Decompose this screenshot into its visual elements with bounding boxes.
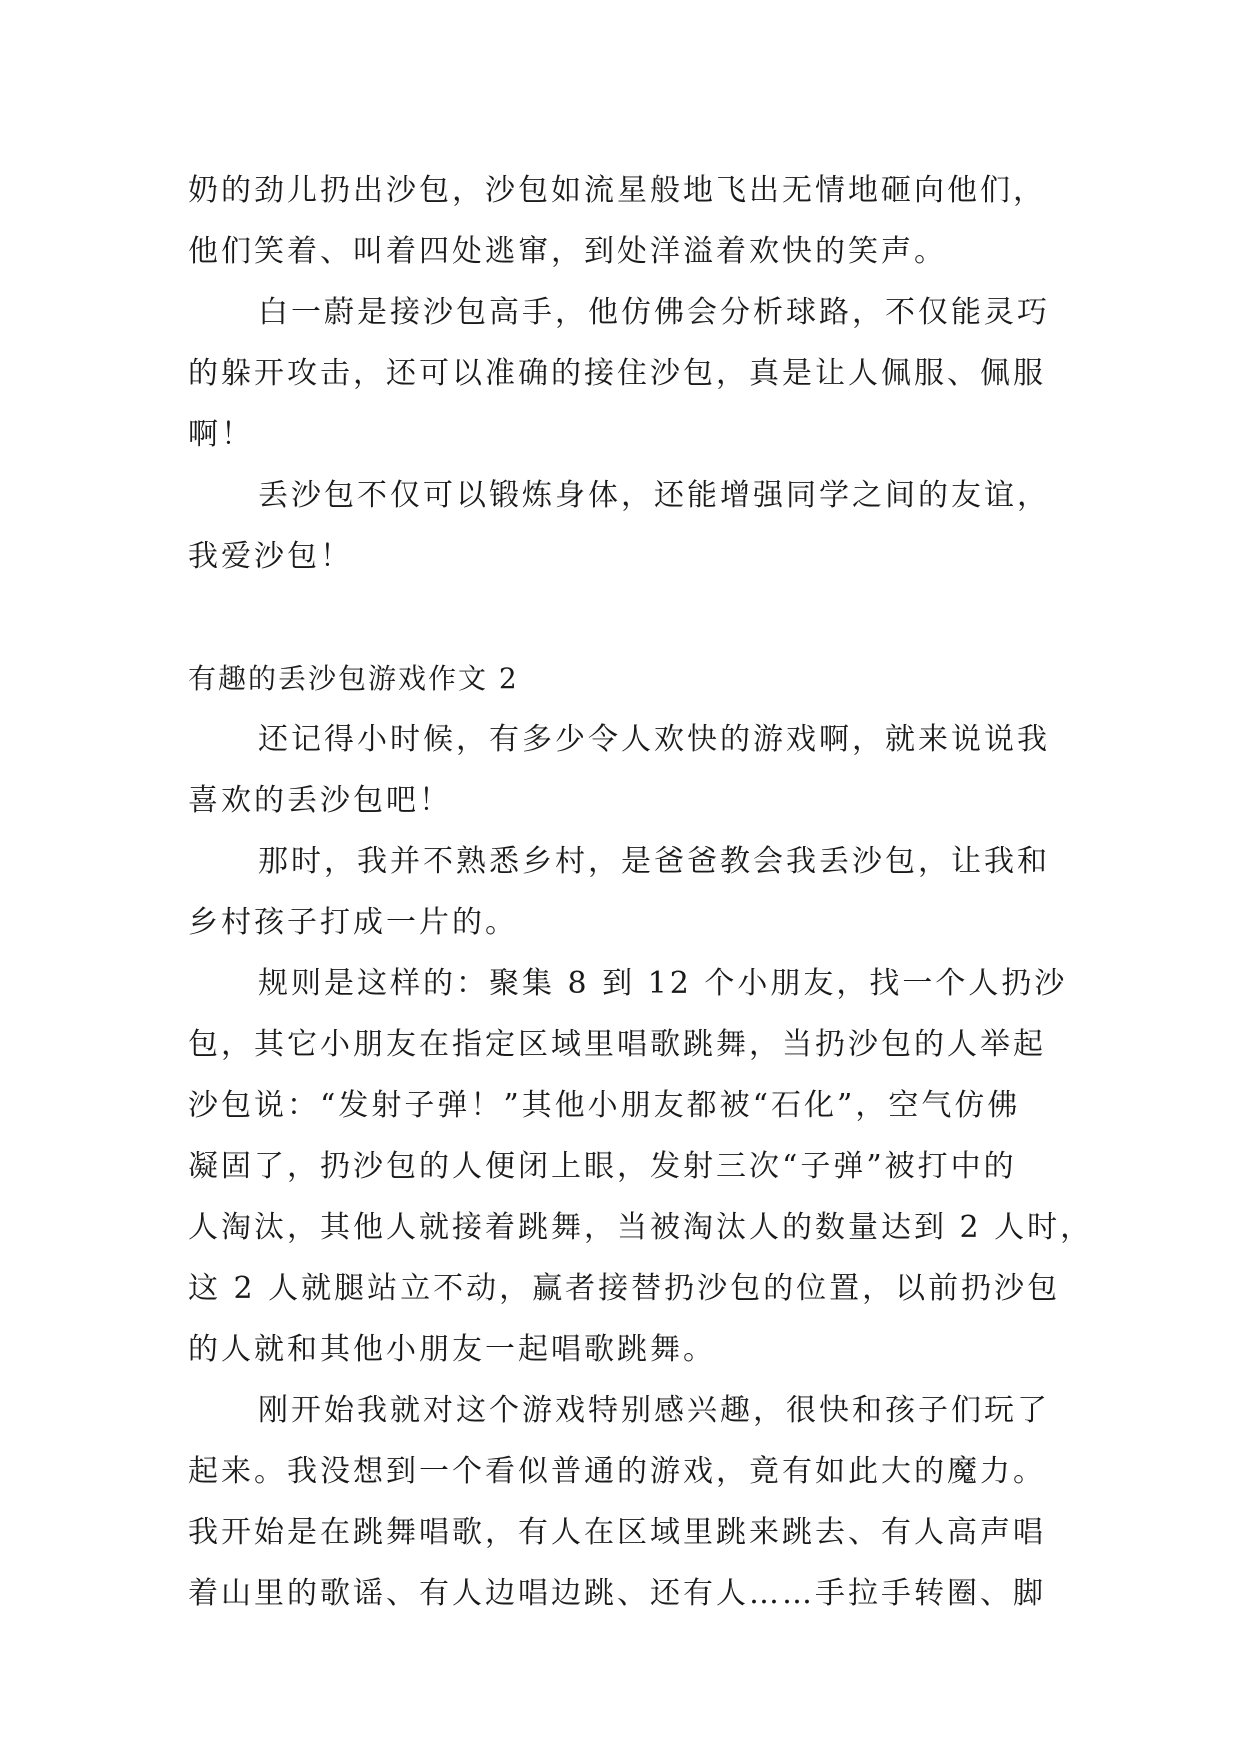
text-line: 喜欢的丢沙包吧！ [188, 783, 452, 818]
text-line: 我爱沙包！ [188, 539, 353, 574]
paragraph-first-line: 规则是这样的：聚集 8 到 12 个小朋友，找一个人扔沙 [258, 966, 1068, 1001]
paragraph-first-line: 刚开始我就对这个游戏特别感兴趣，很快和孩子们玩了 [258, 1393, 1050, 1428]
section-gap [188, 587, 1068, 648]
text-line: 他们笑着、叫着四处逃窜，到处洋溢着欢快的笑声。 [188, 234, 947, 269]
document-page [188, 160, 1094, 1624]
paragraph-first-line: 还记得小时候，有多少令人欢快的游戏啊，就来说说我 [258, 722, 1050, 757]
text-line: 我开始是在跳舞唱歌，有人在区域里跳来跳去、有人高声唱 [188, 1515, 1046, 1550]
text-line: 人淘汰，其他人就接着跳舞，当被淘汰人的数量达到 2 人时， [188, 1210, 1094, 1245]
text-line: 的躲开攻击，还可以准确的接住沙包，真是让人佩服、佩服 [188, 356, 1046, 391]
text-line: 沙包说：“发射子弹！”其他小朋友都被“石化”，空气仿佛 [188, 1088, 1021, 1123]
text-line: 包，其它小朋友在指定区域里唱歌跳舞，当扔沙包的人举起 [188, 1027, 1046, 1062]
text-line: 着山里的歌谣、有人边唱边跳、还有人……手拉手转圈、脚 [188, 1576, 1046, 1611]
paragraph-first-line: 那时，我并不熟悉乡村，是爸爸教会我丢沙包，让我和 [258, 844, 1050, 879]
text-line: 的人就和其他小朋友一起唱歌跳舞。 [188, 1332, 716, 1367]
text-line: 起来。我没想到一个看似普通的游戏，竟有如此大的魔力。 [188, 1454, 1046, 1489]
text-line: 啊！ [188, 417, 254, 452]
article-title: 有趣的丢沙包游戏作文 2 [188, 662, 519, 695]
paragraph-first-line: 白一蔚是接沙包高手，他仿佛会分析球路，不仅能灵巧 [258, 295, 1050, 330]
text-line: 奶的劲儿扔出沙包，沙包如流星般地飞出无情地砸向他们， [188, 173, 1046, 208]
text-line: 这 2 人就腿站立不动，赢者接替扔沙包的位置，以前扔沙包 [188, 1271, 1061, 1306]
text-line: 乡村孩子打成一片的。 [188, 905, 518, 940]
paragraph-first-line: 丢沙包不仅可以锻炼身体，还能增强同学之间的友谊， [258, 478, 1050, 513]
text-line: 凝固了，扔沙包的人便闭上眼，发射三次“子弹”被打中的 [188, 1149, 1017, 1184]
